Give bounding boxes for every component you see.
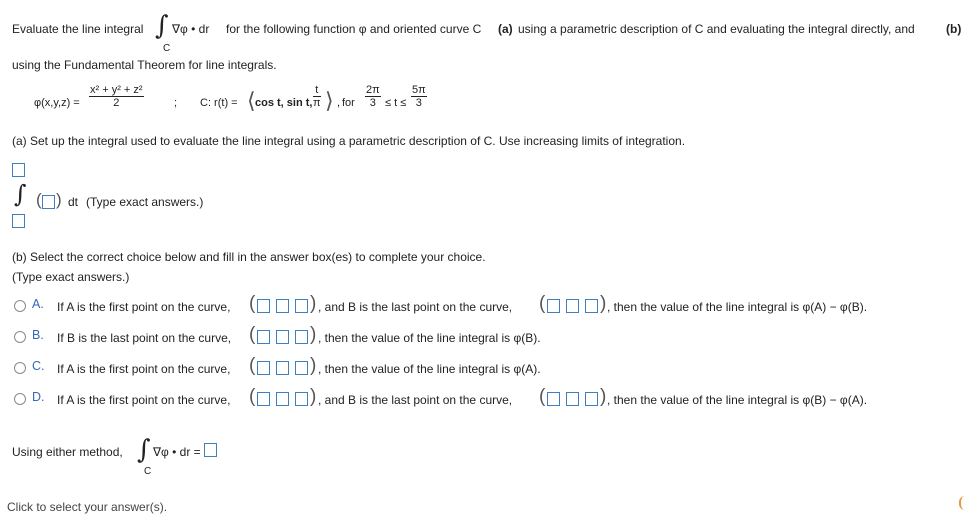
inequality: ≤ t ≤ <box>385 97 407 109</box>
option-a-point-a-open: ( <box>249 293 256 314</box>
intro-integrand: ∇φ • dr <box>172 22 210 36</box>
option-c-pre: If A is the first point on the curve, <box>57 362 231 376</box>
option-a-radio[interactable] <box>14 300 26 312</box>
option-b-point-x[interactable] <box>257 330 270 344</box>
phi-numerator: x² + y² + z² <box>90 84 143 96</box>
option-b-point-close: ) <box>310 324 317 345</box>
option-d-radio[interactable] <box>14 393 26 405</box>
t-denominator: π <box>313 97 321 109</box>
option-d-post: , then the value of the line integral is φ(B) − φ(A). <box>607 393 868 407</box>
option-a-point-a-z[interactable] <box>295 299 308 313</box>
lower-limit-box[interactable] <box>12 214 25 228</box>
option-a-point-b-x[interactable] <box>547 299 560 313</box>
option-b-radio[interactable] <box>14 331 26 343</box>
option-a-post: , then the value of the line integral is φ(A) − φ(B). <box>607 300 868 314</box>
option-a-point-a-close: ) <box>310 293 317 314</box>
option-d-point-b-x[interactable] <box>547 392 560 406</box>
part-a-integral-sign: ∫ <box>14 180 27 208</box>
option-d-point-b-open: ( <box>539 386 546 407</box>
part-b-tag: (b) <box>946 22 962 36</box>
option-b-letter: B. <box>32 328 44 342</box>
part-a-open-paren: ( <box>36 190 42 209</box>
option-a-point-a-y[interactable] <box>276 299 289 313</box>
option-d-letter: D. <box>32 390 45 404</box>
part-b-hint: (Type exact answers.) <box>12 270 130 284</box>
option-d-point-a-z[interactable] <box>295 392 308 406</box>
phi-semicolon: ; <box>174 97 178 109</box>
option-a-pre: If A is the first point on the curve, <box>57 300 231 314</box>
final-integral-sign: ∫ <box>137 435 151 465</box>
t-numerator: t <box>313 84 321 97</box>
option-d-point-b-close: ) <box>600 386 607 407</box>
option-d-point-a-y[interactable] <box>276 392 289 406</box>
t-over-pi <box>313 84 321 109</box>
for-word: for <box>342 97 355 109</box>
option-c-point-open: ( <box>249 355 256 376</box>
option-a-mid: , and B is the last point on the curve, <box>318 300 513 314</box>
final-label: Using either method, <box>12 445 123 459</box>
part-a-hint: (Type exact answers.) <box>86 195 204 209</box>
option-d-point-b-y[interactable] <box>566 392 579 406</box>
option-c-point-close: ) <box>310 355 317 376</box>
option-a-point-b-z[interactable] <box>585 299 598 313</box>
option-a-point-b-close: ) <box>600 293 607 314</box>
phi-denominator: 2 <box>113 97 120 109</box>
final-answer-box[interactable] <box>204 443 217 457</box>
option-a-point-a-x[interactable] <box>257 299 270 313</box>
option-c-radio[interactable] <box>14 362 26 374</box>
option-b-point-open: ( <box>249 324 256 345</box>
option-a-point-b-y[interactable] <box>566 299 579 313</box>
option-d-point-a-open: ( <box>249 386 256 407</box>
part-a-close-paren: ) <box>56 190 62 209</box>
option-b-point-y[interactable] <box>276 330 289 344</box>
upper-limit-box[interactable] <box>12 163 25 177</box>
curve-components: cos t, sin t, <box>255 97 313 109</box>
option-c-point-z[interactable] <box>295 361 308 375</box>
upper-numerator: 5π <box>412 84 426 96</box>
curve-lhs: C: r(t) = <box>200 97 238 109</box>
intro-prefix: Evaluate the line integral <box>12 22 144 36</box>
option-b-point-z[interactable] <box>295 330 308 344</box>
comma: , <box>337 97 341 109</box>
lower-denominator: 3 <box>369 97 376 109</box>
option-c-post: , then the value of the line integral is φ(A). <box>318 362 541 376</box>
option-c-point-y[interactable] <box>276 361 289 375</box>
integral-subscript: C <box>163 43 171 54</box>
intro-middle: using a parametric description of C and evaluating the integral directly, and <box>518 22 915 36</box>
curve-open-angle: ⟨ <box>247 88 256 113</box>
intro-rest: for the following function φ and oriented curve C <box>226 22 482 36</box>
part-a-tag: (a) <box>498 22 513 36</box>
integrand-box[interactable] <box>42 195 55 209</box>
lower-bound <box>365 84 381 109</box>
final-integral-subscript: C <box>144 466 152 477</box>
upper-denominator: 3 <box>415 97 422 109</box>
phi-lhs: φ(x,y,z) = <box>34 97 80 109</box>
intro-line2: using the Fundamental Theorem for line integrals. <box>12 58 277 72</box>
scroll-edge-marker <box>959 496 965 510</box>
option-d-mid: , and B is the last point on the curve, <box>318 393 513 407</box>
option-b-pre: If B is the last point on the curve, <box>57 331 232 345</box>
option-a-letter: A. <box>32 297 44 311</box>
upper-bound <box>411 84 427 109</box>
status-text: Click to select your answer(s). <box>7 500 168 514</box>
dt-label: dt <box>68 195 79 209</box>
option-c-letter: C. <box>32 359 45 373</box>
option-b-post: , then the value of the line integral is φ(B). <box>318 331 541 345</box>
option-d-point-a-x[interactable] <box>257 392 270 406</box>
integral-sign: ∫ <box>155 11 169 41</box>
option-d-point-b-z[interactable] <box>585 392 598 406</box>
phi-fraction <box>89 84 144 109</box>
option-c-point-x[interactable] <box>257 361 270 375</box>
option-d-pre: If A is the first point on the curve, <box>57 393 231 407</box>
lower-numerator: 2π <box>366 84 380 96</box>
part-b-question: (b) Select the correct choice below and fill in the answer box(es) to complete your choice. <box>12 250 486 264</box>
option-a-point-b-open: ( <box>539 293 546 314</box>
option-d-point-a-close: ) <box>310 386 317 407</box>
curve-close-angle: ⟩ <box>325 88 334 113</box>
part-a-question: (a) Set up the integral used to evaluate the line integral using a parametric description of C. Use increasing limits of integration. <box>12 134 686 148</box>
final-integrand: ∇φ • dr = <box>153 445 201 459</box>
